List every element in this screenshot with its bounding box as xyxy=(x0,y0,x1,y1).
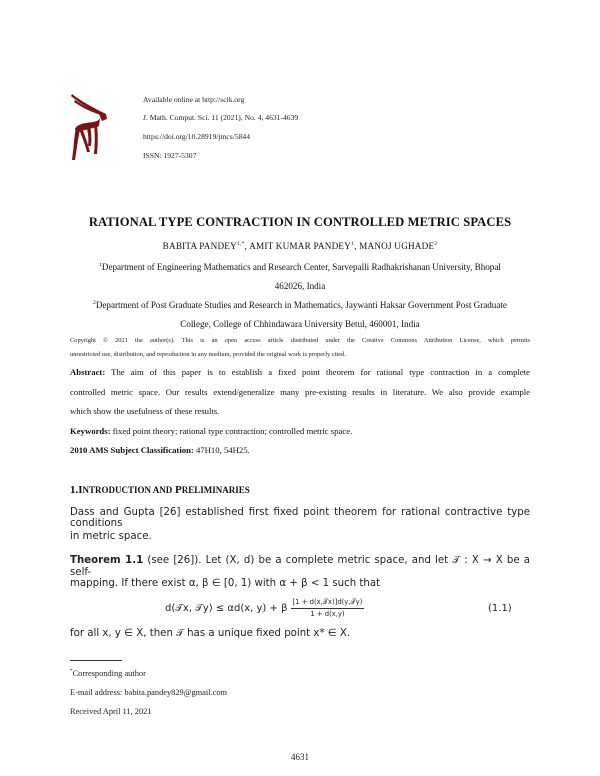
affiliation-1: $^1$Department of Engineering Mathematics and Research Center, Sarvepalli Radhakrishanan University, Bhopal xyxy=(99,261,501,272)
affiliation-1-cont: 462026, India xyxy=(274,281,326,291)
abstract-cont: which show the usefulness of these results. xyxy=(70,406,220,416)
gazelle-emblem xyxy=(71,94,107,160)
fraction-numerator: [1 + d(x,𝒯x)]d(y,𝒯y) xyxy=(291,598,365,609)
intro-paragraph: Dass and Gupta [26] established first fixed point theorem for rational contractive type conditions xyxy=(70,507,530,529)
affiliation-2-cont: College, College of Chhindawara University Betul, 460001, India xyxy=(180,319,420,329)
author-list: BABITA $PANDEY^{1,*}$, AMIT KUMAR PANDEY$^1$, MANOJ UGHADE$^2$ xyxy=(162,240,438,251)
author-name: AMIT KUMAR PANDEY xyxy=(249,241,352,251)
fraction-denominator: 1 + d(x,y) xyxy=(310,610,345,618)
footnote-mark: * xyxy=(70,668,73,675)
theorem-statement-cont: mapping. If there exist α, β ∈ [0, 1) with α + β < 1 such that xyxy=(70,578,381,589)
affiliation-mark: 1 xyxy=(99,261,102,268)
affiliation-2: $^2$Department of Post Graduate Studies and Research in Mathematics, Jaywanti Haksar Government Post Graduate xyxy=(93,299,507,310)
theorem-conclusion: for all x, y ∈ X, then 𝒯 has a unique fixed point x* ∈ X. xyxy=(70,628,351,639)
ams-classification: 2010 AMS Subject Classification: 47H10, 54H25. xyxy=(70,445,250,455)
abstract: Abstract: The aim of this paper is to establish a fixed point theorem for rational type contraction in a complete xyxy=(70,367,530,377)
footnote-received: Received April 11, 2021 xyxy=(70,707,152,716)
journal-logo-icon xyxy=(62,92,110,162)
abstract-label: Abstract: xyxy=(70,367,106,377)
journal-issn: ISSN: 1927-5307 xyxy=(143,151,197,160)
author-affiliation-mark: 1 xyxy=(351,240,355,247)
page-number: 4631 xyxy=(291,752,309,762)
section-heading: 1.INTRODUCTION AND PRELIMINARIES xyxy=(70,484,250,496)
equation-1-1 xyxy=(165,598,364,618)
intro-paragraph-cont: in metric space. xyxy=(70,531,152,542)
copyright-notice-cont: unrestricted use, distribution, and reproduction in any medium, provided the original work is properly cited. xyxy=(70,351,346,358)
keywords-label: Keywords: xyxy=(70,426,111,436)
journal-doi[interactable]: https://doi.org/10.28919/jmcs/5844 xyxy=(143,132,251,141)
author-affiliation-mark: 1,* xyxy=(236,240,245,247)
equation-fraction xyxy=(291,598,365,618)
paper-title: RATIONAL TYPE CONTRACTION IN CONTROLLED METRIC SPACES xyxy=(88,215,512,229)
theorem-label: Theorem 1.1 xyxy=(70,555,144,566)
author-affiliation-mark: 2 xyxy=(434,240,438,247)
affiliation-mark: 2 xyxy=(93,299,96,306)
abstract-cont: controlled metric space. Our results extend/generalize many pre-existing results in literature. We also provide example xyxy=(70,387,530,397)
equation-number: (1.1) xyxy=(488,603,512,614)
copyright-notice: Copyright © 2021 the author(s). This is an open access article distributed under the Creative Commons Attribution License, which permits xyxy=(70,337,530,344)
theorem-statement: Theorem 1.1 (see [26]). Let (X, d) be a complete metric space, and let 𝒯 : X → X be a self- xyxy=(70,555,530,578)
footnote-corresponding: *Corresponding author xyxy=(70,668,146,678)
footnote-divider xyxy=(70,660,122,661)
equation-lhs: d(𝒯x, 𝒯y) ≤ αd(x, y) + β xyxy=(165,603,288,614)
journal-citation: J. Math. Comput. Sci. 11 (2021), No. 4, 4631-4639 xyxy=(143,113,299,122)
keywords: Keywords: fixed point theory; rational type contraction; controlled metric space. xyxy=(70,426,353,436)
footnote-email[interactable]: E-mail address: babita.pandey829@gmail.com xyxy=(70,688,228,697)
author-name: BABITA PANDEY xyxy=(162,241,237,251)
ams-label: 2010 AMS Subject Classification: xyxy=(70,445,194,455)
author-name: MANOJ UGHADE xyxy=(359,241,435,251)
journal-availability: Available online at http://scik.org xyxy=(143,95,245,104)
